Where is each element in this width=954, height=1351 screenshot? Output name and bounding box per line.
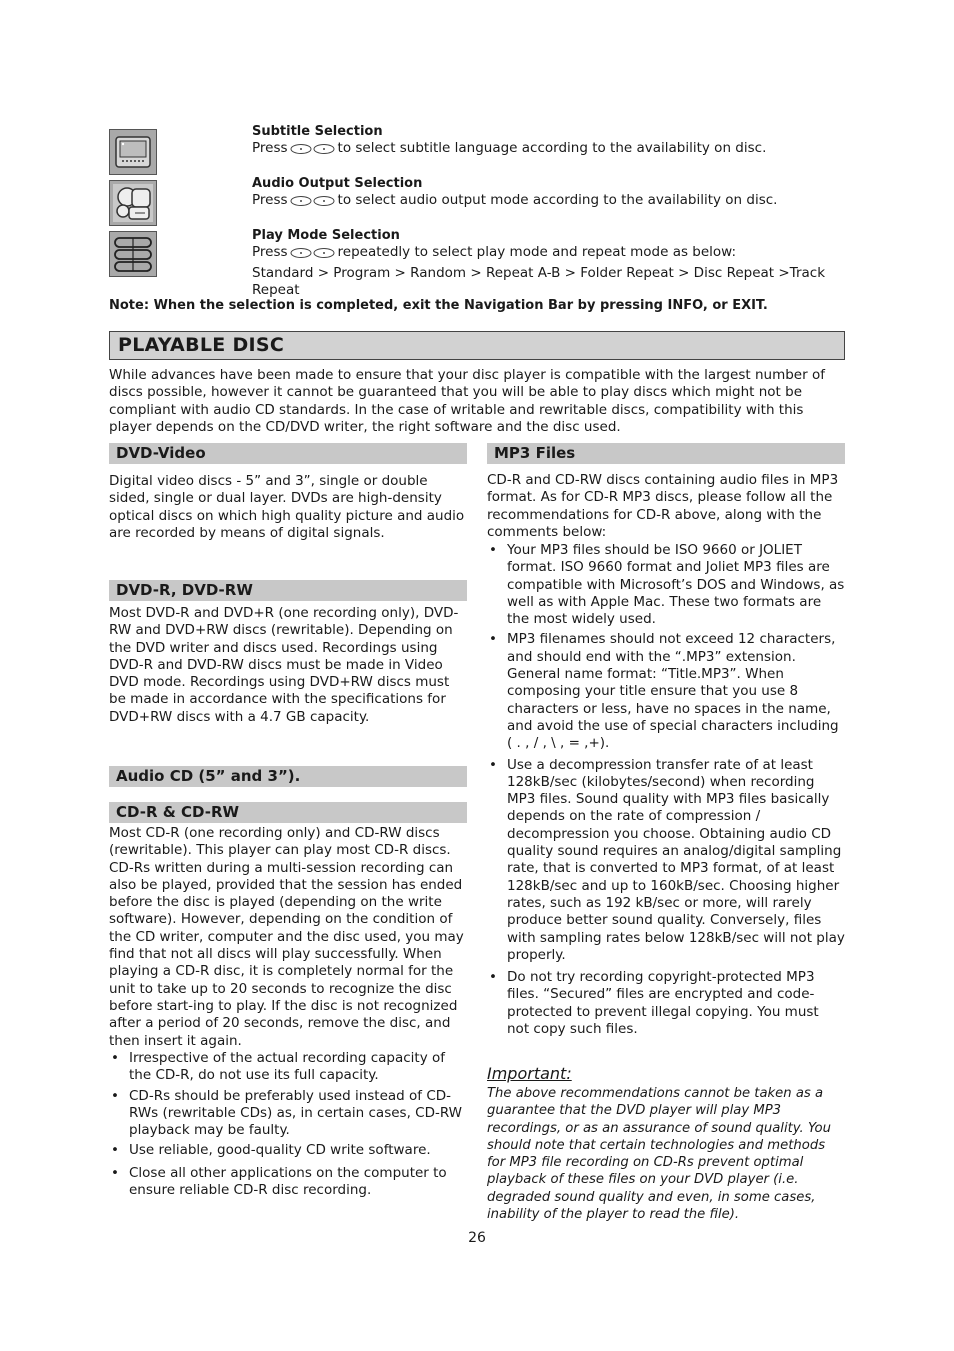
- navigation-note: Note: When the selection is completed, exit the Navigation Bar by pressing INFO, or EXIT.: [109, 298, 768, 313]
- audio-output-icon: [109, 180, 157, 226]
- list-item: • Do not try recording copyright-protected MP3 files. “Secured” files are encrypted and code-protected to prevent illegal copying. You must not copy such files.: [487, 969, 845, 1038]
- intro-paragraph: While advances have been made to ensure that your disc player is compatible with the largest number of discs possible, however it cannot be guaranteed that you will be able to play discs which might not be compliant with audio CD standards. In the case of writable and rewritable discs, compatibility with this player depends on the CD/DVD writer, the right software and the disc used.: [109, 367, 825, 435]
- mp3-text: CD-R and CD-RW discs containing audio files in MP3 format. As for CD-R MP3 discs, please follow all the recommendations for CD-R above, along with the comments below:: [487, 472, 839, 540]
- list-item: • CD-Rs should be preferably used instead of CD-RWs (rewritable CDs) as, in certain cases, CD-RW playback may be faulty.: [109, 1088, 467, 1140]
- playable-disc-heading: PLAYABLE DISC: [109, 331, 845, 360]
- subtitle-selection: [252, 123, 852, 161]
- cdr-heading: CD-R & CD-RW: [109, 802, 467, 823]
- play-mode-sequence: Standard > Program > Random > Repeat A-B > Folder Repeat > Disc Repeat >Track: [252, 264, 826, 281]
- press-label: Press: [252, 244, 288, 260]
- page-number: 26: [468, 1230, 486, 1246]
- navigation-button-icon: [290, 247, 336, 265]
- play-mode-sequence-end: Repeat: [252, 282, 300, 298]
- subtitle-icon: [109, 129, 157, 175]
- mp3-heading: MP3 Files: [487, 443, 845, 464]
- subtitle-selection-title: Subtitle Selection: [252, 124, 383, 139]
- dvd-video-heading: DVD-Video: [109, 443, 467, 464]
- list-item: • Use reliable, good-quality CD write software.: [109, 1142, 467, 1159]
- play-mode-selection-title: Play Mode Selection: [252, 228, 400, 243]
- cdr-text: Most CD-R (one recording only) and CD-RW discs (rewritable). This player can play most CD-R discs. CD-Rs written during a multi-session recording can also be played, provided that the session has ended before the disc is played (depending on the write software). However, depending on the condition of the CD writer, computer and the disc used, you may find that not all discs will play successfully. When playing a CD-R disc, it is completely normal for the unit to take up to 20 seconds to recognize the disc before start-ing to play. If the disc is not recognized after a period of 20 seconds, remove the disc, and then insert it again.: [109, 825, 464, 1049]
- play-mode-selection: [252, 227, 852, 300]
- audio-output-selection-title: Audio Output Selection: [252, 176, 423, 191]
- navigation-button-icon: [290, 195, 336, 213]
- important-heading: Important:: [487, 1064, 572, 1083]
- dvd-r-heading: DVD-R, DVD-RW: [109, 580, 467, 601]
- dvd-video-text: Digital video discs - 5” and 3”, single or double sided, single or dual layer. DVDs are high-density optical discs on which high quality picture and audio are recorded by means of digital signals.: [109, 473, 465, 541]
- play-mode-selection-text: repeatedly to select play mode and repeat mode as below:: [337, 244, 737, 260]
- list-item: • Close all other applications on the computer to ensure reliable CD-R disc recording.: [109, 1165, 467, 1200]
- list-item: • Your MP3 files should be ISO 9660 or JOLIET format. ISO 9660 format and Joliet MP3 files are compatible with Microsoft’s DOS and Windows, as well as with Apple Mac. These two formats are the most widely used.: [487, 542, 845, 628]
- dvd-r-text: Most DVD-R and DVD+R (one recording only), DVD-RW and DVD+RW discs (rewritable). Depending on the DVD writer and discs used. Recordings using DVD-R and DVD-RW discs must be made in Video DVD mode. Recordings using DVD+RW discs must be made in accordance with the specifications for DVD+RW discs with a 4.7 GB capacity.: [109, 605, 459, 725]
- play-mode-icon: [109, 231, 157, 277]
- press-label: Press: [252, 140, 288, 156]
- press-label: Press: [252, 192, 288, 208]
- cdr-bullet-list: [109, 1050, 467, 1199]
- list-item: • Irrespective of the actual recording capacity of the CD-R, do not use its full capacity.: [109, 1050, 467, 1085]
- navigation-button-icon: [290, 143, 336, 161]
- important-text: The above recommendations cannot be taken as a guarantee that the DVD player will play MP3 recordings, or as an assurance of sound quality. You should note that certain technologies and methods for MP3 file recording on CD-Rs prevent optimal playback of these files on your DVD player (i.e. degraded sound quality and even, in some cases, inability of the player to read the file).: [487, 1086, 831, 1223]
- list-item: • Use a decompression transfer rate of at least 128kB/sec (kilobytes/second) when recording MP3 files. Sound quality with MP3 files basically depends on the rate of compression / decompression you choose. Obtaining audio CD quality sound requires an analog/digital sampling rate, that is converted to MP3 format, of at least 128kB/sec and up to 160kB/sec. Choosing higher rates, such as 192 kB/sec or more, will rarely produce better sound quality. Conversely, files with sampling rates below 128kB/sec will not play properly.: [487, 757, 845, 965]
- subtitle-selection-text: to select subtitle language according to the availability on disc.: [337, 140, 767, 156]
- list-item: • MP3 filenames should not exceed 12 characters, and should end with the “.MP3” extension. General name format: “Title.MP3”. When composing your title ensure that you use 8 characters or less, have no spaces in the name, and avoid the use of special characters including ( . , / , \ , = ,+).: [487, 631, 845, 752]
- audio-cd-heading: Audio CD (5” and 3”).: [109, 766, 467, 787]
- mp3-bullet-list: [487, 542, 845, 1038]
- audio-output-selection: [252, 175, 852, 213]
- audio-output-selection-text: to select audio output mode according to the availability on disc.: [337, 192, 778, 208]
